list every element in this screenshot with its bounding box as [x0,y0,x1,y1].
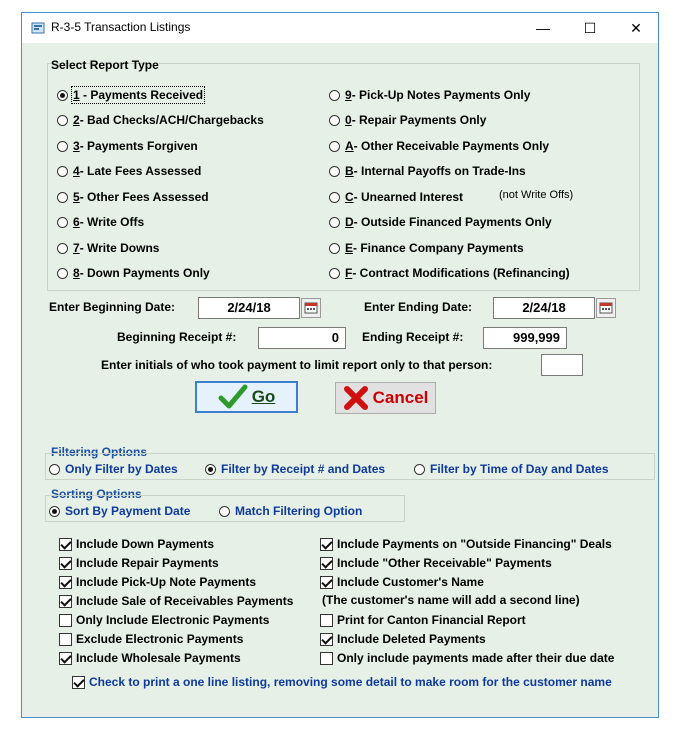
radio-circle [57,141,68,152]
chk-down-payments[interactable]: Include Down Payments [59,537,214,551]
checkbox [59,614,72,627]
radio-circle [414,464,425,475]
chk-wholesale[interactable]: Include Wholesale Payments [59,651,241,665]
radio-circle [329,166,340,177]
report-radio-2[interactable]: 2 - Bad Checks/ACH/Chargebacks [57,113,264,127]
customer-name-note: (The customer's name will add a second line) [322,593,580,607]
sort-radio-match[interactable]: Match Filtering Option [219,504,362,518]
checkbox [320,538,333,551]
window-title: R-3-5 Transaction Listings [51,20,191,34]
title-bar [22,13,658,43]
report-radio-1[interactable]: 1 - Payments Received [57,88,203,102]
filtering-heading: Filtering Options [51,445,147,459]
begin-date-calendar-button[interactable] [301,298,321,318]
radio-circle [57,192,68,203]
radio-circle [329,268,340,279]
chk-repair-payments[interactable]: Include Repair Payments [59,556,219,570]
radio-circle [49,506,60,517]
chk-outside-financing[interactable]: Include Payments on "Outside Financing" Deals [320,537,612,551]
radio-circle [329,192,340,203]
chk-canton-report[interactable]: Print for Canton Financial Report [320,613,526,627]
checkbox [59,576,72,589]
chk-customer-name[interactable]: Include Customer's Name [320,575,484,589]
end-date-label: Enter Ending Date: [364,300,473,314]
checkbox [59,633,72,646]
checkbox [72,676,85,689]
chk-exclude-electronic[interactable]: Exclude Electronic Payments [59,632,243,646]
radio-circle [329,141,340,152]
radio-circle [329,217,340,228]
end-receipt-label: Ending Receipt #: [362,330,464,344]
end-date-input[interactable]: 2/24/18 [493,297,595,319]
chk-only-electronic[interactable]: Only Include Electronic Payments [59,613,269,627]
begin-date-label: Enter Beginning Date: [49,300,176,314]
radio-circle [57,217,68,228]
report-radio-5[interactable]: 5 - Other Fees Assessed [57,190,209,204]
radio-circle [219,506,230,517]
filter-radio-receipt[interactable]: Filter by Receipt # and Dates [205,462,385,476]
report-radio-e[interactable]: E - Finance Company Payments [329,241,524,255]
minimize-button[interactable]: — [536,20,550,36]
report-radio-c[interactable]: C - Unearned Interest [329,190,463,204]
radio-circle [57,115,68,126]
sorting-heading: Sorting Options [51,487,142,501]
checkbox [59,557,72,570]
radio-circle [329,90,340,101]
report-radio-3[interactable]: 3 - Payments Forgiven [57,139,198,153]
checkbox [320,633,333,646]
filter-radio-time[interactable]: Filter by Time of Day and Dates [414,462,609,476]
report-radio-9[interactable]: 9 - Pick-Up Notes Payments Only [329,88,530,102]
report-radio-b[interactable]: B - Internal Payoffs on Trade-Ins [329,164,526,178]
radio-circle [57,243,68,254]
initials-input[interactable] [541,354,583,376]
filter-radio-dates[interactable]: Only Filter by Dates [49,462,178,476]
report-radio-f[interactable]: F - Contract Modifications (Refinancing) [329,266,570,280]
maximize-button[interactable]: ☐ [583,20,597,36]
begin-date-input[interactable]: 2/24/18 [198,297,300,319]
end-receipt-input[interactable]: 999,999 [483,327,567,349]
radio-circle [205,464,216,475]
end-date-calendar-button[interactable] [596,298,616,318]
report-type-heading: Select Report Type [51,58,159,72]
chk-other-receivable[interactable]: Include "Other Receivable" Payments [320,556,552,570]
chk-one-line-listing[interactable]: Check to print a one line listing, removing some detail to make room for the customer name [72,675,612,689]
report-radio-8[interactable]: 8 - Down Payments Only [57,266,210,280]
report-radio-a[interactable]: A - Other Receivable Payments Only [329,139,549,153]
radio-circle [49,464,60,475]
report-radio-d[interactable]: D - Outside Financed Payments Only [329,215,552,229]
report-radio-7[interactable]: 7 - Write Downs [57,241,159,255]
report-radio-0[interactable]: 0 - Repair Payments Only [329,113,486,127]
checkmark-icon [218,384,248,410]
checkbox [320,576,333,589]
checkbox [320,557,333,570]
cancel-button[interactable]: Cancel [335,382,436,414]
close-button[interactable]: ✕ [630,20,642,36]
chk-after-due-date[interactable]: Only include payments made after their due date [320,651,614,665]
radio-circle [57,90,68,101]
initials-label: Enter initials of who took payment to limit report only to that person: [101,358,493,372]
radio-circle [57,166,68,177]
report-radio-4[interactable]: 4 - Late Fees Assessed [57,164,201,178]
checkbox [59,652,72,665]
x-icon [343,385,369,411]
unearned-note: (not Write Offs) [499,189,574,201]
calendar-icon [302,299,320,317]
radio-circle [329,115,340,126]
radio-circle [57,268,68,279]
chk-sale-receivables[interactable]: Include Sale of Receivables Payments [59,594,293,608]
checkbox [320,614,333,627]
begin-receipt-input[interactable]: 0 [258,327,346,349]
app-icon [31,21,45,35]
go-button[interactable]: Go [195,381,298,413]
dialog-window [21,12,659,718]
checkbox [59,538,72,551]
begin-receipt-label: Beginning Receipt #: [117,330,237,344]
sort-radio-payment-date[interactable]: Sort By Payment Date [49,504,190,518]
radio-circle [329,243,340,254]
report-radio-6[interactable]: 6 - Write Offs [57,215,144,229]
checkbox [59,595,72,608]
chk-deleted-payments[interactable]: Include Deleted Payments [320,632,486,646]
chk-pickup-note-payments[interactable]: Include Pick-Up Note Payments [59,575,256,589]
checkbox [320,652,333,665]
calendar-icon [597,299,615,317]
